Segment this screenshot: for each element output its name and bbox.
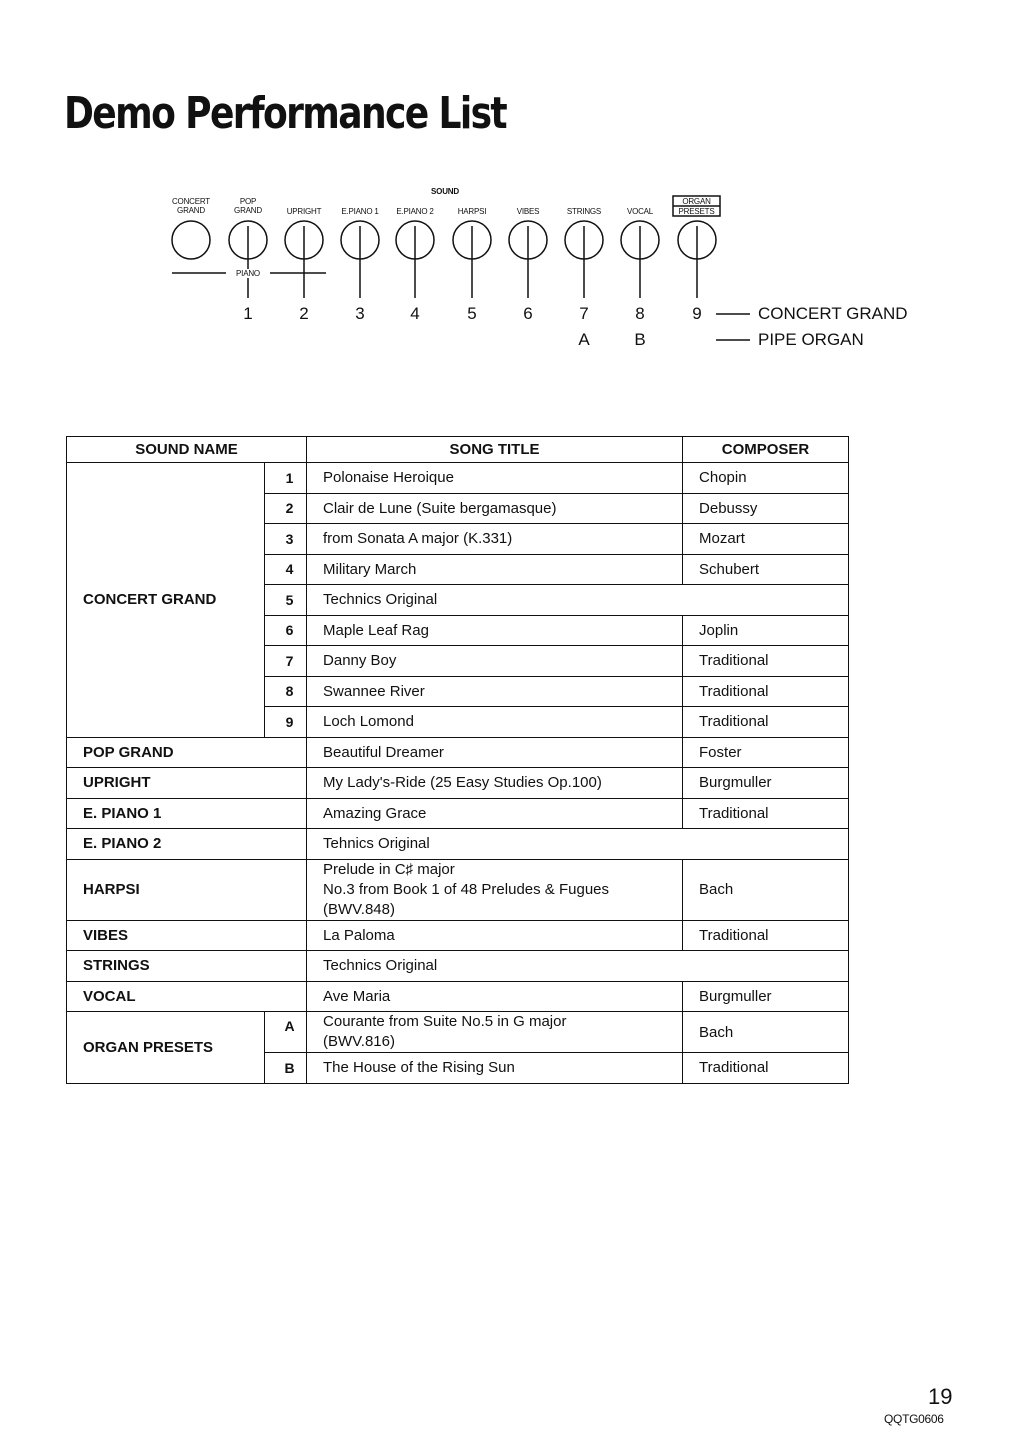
- song-title: Swannee River: [307, 676, 683, 707]
- song-number: 7: [265, 646, 307, 677]
- composer: Bach: [683, 859, 849, 920]
- header-composer: COMPOSER: [683, 437, 849, 463]
- song-title-line: No.3 from Book 1 of 48 Preludes & Fugues: [323, 880, 610, 898]
- number-1: 1: [243, 304, 253, 323]
- legend-numbers: CONCERT GRAND: [758, 304, 908, 323]
- composer: Bach: [683, 1012, 849, 1053]
- number-8: 8: [635, 304, 645, 323]
- number-3: 3: [355, 304, 365, 323]
- song-title: Ave Maria: [307, 981, 683, 1012]
- label-harpsi: HARPSI: [457, 207, 487, 216]
- song-title: Beautiful Dreamer: [307, 737, 683, 768]
- song-title: My Lady's-Ride (25 Easy Studies Op.100): [307, 768, 683, 799]
- sound-name-cell: E. PIANO 2: [67, 829, 307, 860]
- table-row: [67, 1012, 849, 1053]
- song-title: [307, 859, 683, 920]
- composer: Burgmuller: [683, 981, 849, 1012]
- song-title: Amazing Grace: [307, 798, 683, 829]
- document-code: QQTG0606: [884, 1412, 944, 1426]
- song-number: 3: [265, 524, 307, 555]
- song-number: B: [265, 1053, 307, 1084]
- composer: Joplin: [683, 615, 849, 646]
- song-number: 6: [265, 615, 307, 646]
- sound-name-cell: HARPSI: [67, 859, 307, 920]
- piano-bracket-label: PIANO: [226, 269, 270, 278]
- song-title: La Paloma: [307, 920, 683, 951]
- table-row: [67, 463, 849, 494]
- label-pop-grand: POP GRAND: [234, 197, 262, 215]
- song-number: 1: [265, 463, 307, 494]
- song-title: Maple Leaf Rag: [307, 615, 683, 646]
- composer: Traditional: [683, 798, 849, 829]
- sound-group-label: SOUND: [431, 187, 459, 196]
- number-7: 7: [579, 304, 589, 323]
- sound-name-cell: VIBES: [67, 920, 307, 951]
- number-5: 5: [467, 304, 477, 323]
- letter-a: A: [578, 330, 590, 349]
- composer: Foster: [683, 737, 849, 768]
- page-title: Demo Performance List: [64, 88, 507, 139]
- table-row: [67, 798, 849, 829]
- song-number: 2: [265, 493, 307, 524]
- song-title-line: Prelude in C♯ major: [323, 860, 455, 878]
- composer: Debussy: [683, 493, 849, 524]
- song-number: A: [265, 1012, 307, 1053]
- composer: Chopin: [683, 463, 849, 494]
- composer: Traditional: [683, 707, 849, 738]
- label-vibes: VIBES: [516, 207, 540, 216]
- number-2: 2: [299, 304, 309, 323]
- table-row: [67, 859, 849, 920]
- label-strings: STRINGS: [566, 207, 602, 216]
- sound-name-cell: VOCAL: [67, 981, 307, 1012]
- number-9: 9: [692, 304, 702, 323]
- button-concert-grand-icon: [172, 221, 210, 259]
- table-row: [67, 737, 849, 768]
- composer: Traditional: [683, 646, 849, 677]
- sound-name-cell: STRINGS: [67, 951, 307, 982]
- letter-b: B: [634, 330, 646, 349]
- composer: Traditional: [683, 920, 849, 951]
- label-upright: UPRIGHT: [286, 207, 322, 216]
- sound-name-cell: E. PIANO 1: [67, 798, 307, 829]
- demo-performance-table: [66, 436, 849, 1084]
- song-title: Polonaise Heroique: [307, 463, 683, 494]
- page-number: 19: [928, 1384, 953, 1409]
- song-title-line: (BWV.848): [323, 900, 395, 918]
- sound-name-cell: POP GRAND: [67, 737, 307, 768]
- table-row: [67, 951, 849, 982]
- composer: Traditional: [683, 1053, 849, 1084]
- composer: Schubert: [683, 554, 849, 585]
- label-epiano1: E.PIANO 1: [341, 207, 379, 216]
- header-song-title: SONG TITLE: [307, 437, 683, 463]
- label-organ-presets: ORGAN PRESETS: [678, 197, 715, 216]
- composer: Burgmuller: [683, 768, 849, 799]
- song-title: Technics Original: [307, 951, 849, 982]
- song-title: The House of the Rising Sun: [307, 1053, 683, 1084]
- sound-panel-diagram: [0, 0, 1016, 400]
- composer: Mozart: [683, 524, 849, 555]
- song-title: [307, 1012, 683, 1053]
- label-epiano2: E.PIANO 2: [396, 207, 434, 216]
- song-title-line: (BWV.816): [323, 1033, 395, 1050]
- song-title: from Sonata A major (K.331): [307, 524, 683, 555]
- table-row: [67, 981, 849, 1012]
- song-title: Technics Original: [307, 585, 849, 616]
- label-concert-grand: CONCERT GRAND: [171, 197, 210, 215]
- song-title: Clair de Lune (Suite bergamasque): [307, 493, 683, 524]
- table-header-row: [67, 437, 849, 463]
- table-row: [67, 768, 849, 799]
- sound-name-cell: ORGAN PRESETS: [67, 1012, 265, 1084]
- number-4: 4: [410, 304, 420, 323]
- composer: Traditional: [683, 676, 849, 707]
- sound-name-cell: UPRIGHT: [67, 768, 307, 799]
- song-title: Tehnics Original: [307, 829, 849, 860]
- song-number: 8: [265, 676, 307, 707]
- song-title: Loch Lomond: [307, 707, 683, 738]
- song-number: 9: [265, 707, 307, 738]
- song-title: Danny Boy: [307, 646, 683, 677]
- song-number: 5: [265, 585, 307, 616]
- song-number: 4: [265, 554, 307, 585]
- sound-name-cell: CONCERT GRAND: [67, 463, 265, 738]
- number-6: 6: [523, 304, 533, 323]
- song-title-line: Courante from Suite No.5 in G major: [323, 1013, 567, 1030]
- header-sound-name: SOUND NAME: [67, 437, 307, 463]
- song-title: Military March: [307, 554, 683, 585]
- table-row: [67, 920, 849, 951]
- legend-letters: PIPE ORGAN: [758, 330, 864, 349]
- label-vocal: VOCAL: [626, 207, 654, 216]
- table-row: [67, 829, 849, 860]
